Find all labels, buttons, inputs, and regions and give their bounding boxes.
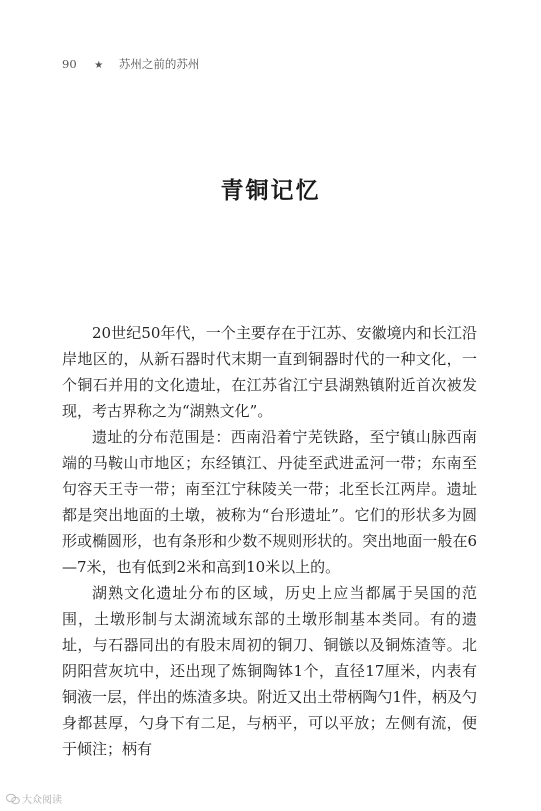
wechat-icon (6, 793, 20, 805)
star-separator: ★ (94, 60, 104, 71)
running-header (62, 56, 199, 72)
chapter-title: 青铜记忆 (220, 177, 321, 204)
page-number: 90 (62, 57, 77, 71)
body-text (62, 320, 477, 762)
watermark (6, 791, 62, 806)
paragraph: 20世纪50年代，一个主要存在于江苏、安徽境内和长江沿岸地区的，从新石器时代末期一直到铜器时代的一种文化，一个铜石并用的文化遗址，在江苏省江宁县湖熟镇附近首次被发现，考古界称之为“湖熟文化”。 (62, 324, 477, 420)
paragraph: 湖熟文化遗址分布的区域，历史上应当都属于吴国的范围，土墩形制与太湖流域东部的土墩形制基本类同。有的遗址，与石器同出的有股末周初的铜刀、铜镞以及铜炼渣等。北阴阳营灰坑中，还出现了炼铜陶钵1个，直径17厘米，内表有铜液一层，伴出的炼渣多块。附近又出土带柄陶勺1件，柄及勺身都甚厚，勺身下有二足，与柄平，可以平放；左侧有流，便于倾注；柄有 (62, 584, 477, 758)
watermark-text: 大众阅读 (22, 795, 62, 806)
paragraph: 遗址的分布范围是：西南沿着宁芜铁路，至宁镇山脉西南端的马鞍山市地区；东经镇江、丹徒至武进孟河一带；东南至句容天王寺一带；南至江宁秣陵关一带；北至长江两岸。遗址都是突出地面的土墩，被称为“台形遗址”。它们的形状多为圆形或椭圆形，也有条形和少数不规则形状的。突出地面一般在6—7米，也有低到2米和高到10米以上的。 (62, 428, 477, 576)
book-title: 苏州之前的苏州 (118, 57, 200, 71)
